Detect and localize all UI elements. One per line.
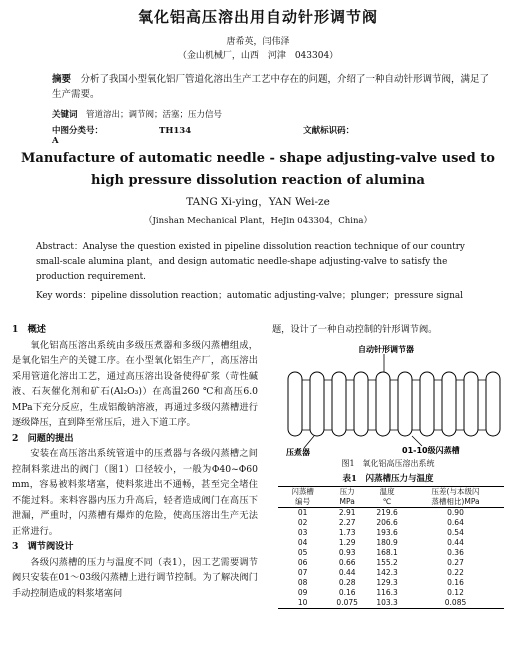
table-cell: 03 (297, 528, 308, 537)
chinese-keywords-text: 管道溶出；调节阀；活塞；压力信号 (86, 110, 223, 120)
english-keywords-label: Key words： (36, 291, 92, 301)
table-cell: 155.2 (376, 558, 398, 567)
table-header: 压力 (327, 487, 367, 498)
table-cell: 0.66 (338, 558, 356, 567)
english-authors: TANG Xi-ying，YAN Wei-ze (186, 196, 330, 208)
vessel (464, 372, 478, 436)
english-keywords-text: pipeline dissolution reaction；automatic adjusting-valve；plunger；pressure signal (91, 291, 463, 301)
vessel (442, 372, 456, 436)
vessel (486, 372, 500, 436)
table-cell: 180.9 (376, 538, 398, 547)
table-row (278, 548, 504, 558)
table-header: 温度 (367, 487, 407, 498)
vessel (398, 372, 412, 436)
table-row (278, 518, 504, 528)
vessel (332, 372, 346, 436)
english-keywords (36, 288, 492, 301)
alumina-dissolution-system-figure (272, 340, 504, 458)
table-cell: 116.3 (376, 588, 398, 597)
table-row (278, 538, 504, 548)
english-abstract-label: Abstract： (36, 242, 83, 252)
table-cell: 0.36 (447, 548, 464, 557)
table-cell: 02 (297, 518, 308, 527)
pressure-temperature-table (278, 486, 504, 609)
table-cell: 10 (278, 598, 327, 609)
table-cell: 06 (297, 558, 308, 567)
doc-code-label: 文献标识码： (303, 126, 355, 136)
table-cell: 0.16 (338, 588, 356, 597)
table-cell: 05 (297, 548, 308, 557)
figure-label-left: 压煮器 (286, 448, 310, 457)
table-row (278, 558, 504, 568)
table-cell: 04 (297, 538, 308, 547)
table-cell: 103.3 (367, 598, 407, 609)
chinese-abstract-label: 摘要 (52, 74, 72, 85)
table-cell: 0.16 (447, 578, 464, 587)
right-leader-line (412, 436, 422, 446)
table-cell: 0.93 (338, 548, 356, 557)
table-caption: 表1 闪蒸槽压力与温度 (342, 474, 434, 484)
left-column (12, 322, 258, 601)
section-3-text: 各级闪蒸槽的压力与温度不同（表1），因工艺需要调节阀只安装在01～03级闪蒸槽上进行调节控制。为了解决阀门手动控制造成的料浆堵塞问 (12, 556, 258, 599)
table-row (278, 588, 504, 598)
vessel (288, 372, 302, 436)
table-header-row (278, 487, 504, 498)
vessel (376, 372, 390, 436)
section-1-text: 氧化铝高压溶出系统由多级压煮器和多级闪蒸槽组成，是氧化铝生产的关键工序。在小型氧化铝生产厂，高压溶出采用管道化溶出工艺，通过高压溶出设备使得矿浆（苛性碱液、石灰催化剂和矿石(Al₂O₃)）在高温260 ℃和高压6.0 MPa下充分反应，生成铝酸钠溶液，再通过多级闪蒸槽进行逐级降压，直到降至常压后，进入下道工序。 (12, 339, 258, 428)
table-header: ℃ (367, 497, 407, 508)
section-3-heading: 3 调节阀设计 (12, 541, 74, 552)
table-header: MPa (327, 497, 367, 508)
section-2-text: 安装在高压溶出系统管道中的压煮器与各级闪蒸槽之间控制料浆进出的阀门（图1）口径较小，一般为Φ40~Φ60 mm，容易被料浆堵塞，使料浆进出不通畅，甚至完全堵住不能过料。来料容器内压力升高后，轻者造成阀门在高压下泄漏，严重时，闪蒸槽有爆炸的危险，使高压溶出生产无法正常进行。 (12, 448, 258, 537)
chinese-title: 氧化铝高压溶出用自动针形调节阀 (137, 8, 378, 26)
table-cell: 0.44 (447, 538, 464, 547)
table-cell: 193.6 (376, 528, 398, 537)
table-cell: 0.90 (447, 508, 464, 517)
chinese-keywords-label: 关键词 (52, 110, 78, 120)
table-cell: 0.075 (327, 598, 367, 609)
english-abstract-text: Analyse the question existed in pipeline dissolution reaction technique of our country small-scale alumina plant，and design automatic needle-shape adjusting-valve to satisfy the production requirement. (36, 242, 465, 282)
table-row (278, 568, 504, 578)
class-number-value: TH134 (159, 126, 192, 136)
chinese-affiliation: （金山机械厂，山西 河津 043304） (177, 51, 339, 61)
table-row (278, 598, 504, 609)
table-cell: 0.44 (338, 568, 356, 577)
table-header: 闪蒸槽 (278, 487, 327, 498)
table-cell: 2.91 (338, 508, 356, 517)
table-cell: 0.22 (447, 568, 464, 577)
vessel (354, 372, 368, 436)
table-cell: 0.27 (447, 558, 464, 567)
english-title (0, 148, 516, 192)
table-cell: 08 (297, 578, 308, 587)
vessel-row (288, 372, 500, 436)
vessel (420, 372, 434, 436)
left-leader-line (304, 436, 314, 448)
table-header: 编号 (278, 497, 327, 508)
vessel (310, 372, 324, 436)
chinese-authors: 唐希英，闫伟泽 (226, 37, 290, 47)
classification-line (52, 124, 492, 146)
table-cell: 219.6 (376, 508, 398, 517)
table-cell: 09 (297, 588, 308, 597)
table-cell: 0.085 (407, 598, 504, 609)
table-header-row (278, 497, 504, 508)
table-row (278, 508, 504, 519)
section-1-heading: 1 概述 (12, 324, 46, 335)
table-cell: 142.3 (376, 568, 398, 577)
table-row (278, 578, 504, 588)
english-title-line2: high pressure dissolution reaction of alumina (91, 173, 425, 188)
section-2-heading: 2 问题的提出 (12, 432, 74, 444)
figure-label-right: 01-10级闪蒸槽 (402, 446, 460, 455)
table-cell: 07 (297, 568, 308, 577)
class-number-label: 中图分类号： (52, 126, 104, 136)
chinese-abstract-text: 分析了我国小型氧化铝厂管道化溶出生产工艺中存在的问题，介绍了一种自动针形调节阀，满足了生产需要。 (52, 74, 490, 100)
chinese-keywords (52, 108, 492, 120)
table-header: 蒸槽相比)MPa (407, 497, 504, 508)
table-cell: 0.64 (447, 518, 464, 527)
table-cell: 0.28 (338, 578, 356, 587)
table-cell: 0.12 (447, 588, 464, 597)
figure-label-valve: 自动针形调节器 (358, 345, 414, 354)
table-header: 压差(与本级闪 (407, 487, 504, 498)
right-column-intro: 题，设计了一种自动控制的针形调节阀。 (272, 324, 438, 335)
table-cell: 129.3 (376, 578, 398, 587)
table-cell: 01 (297, 508, 308, 517)
table-cell: 1.29 (338, 538, 356, 547)
chinese-abstract (52, 72, 492, 102)
figure-caption: 图1 氧化铝高压溶出系统 (341, 459, 435, 468)
english-abstract (36, 240, 492, 285)
table-row (278, 528, 504, 538)
table-cell: 0.54 (447, 528, 464, 537)
table-cell: 206.6 (376, 518, 398, 527)
english-title-line1: Manufacture of automatic needle - shape adjusting-valve used to (21, 151, 495, 166)
table-cell: 2.27 (338, 518, 356, 527)
table-cell: 168.1 (376, 548, 398, 557)
english-affiliation: （Jinshan Mechanical Plant，HeJin 043304，China） (144, 216, 372, 226)
table-cell: 1.73 (338, 528, 356, 537)
doc-code-value: A (52, 136, 59, 146)
